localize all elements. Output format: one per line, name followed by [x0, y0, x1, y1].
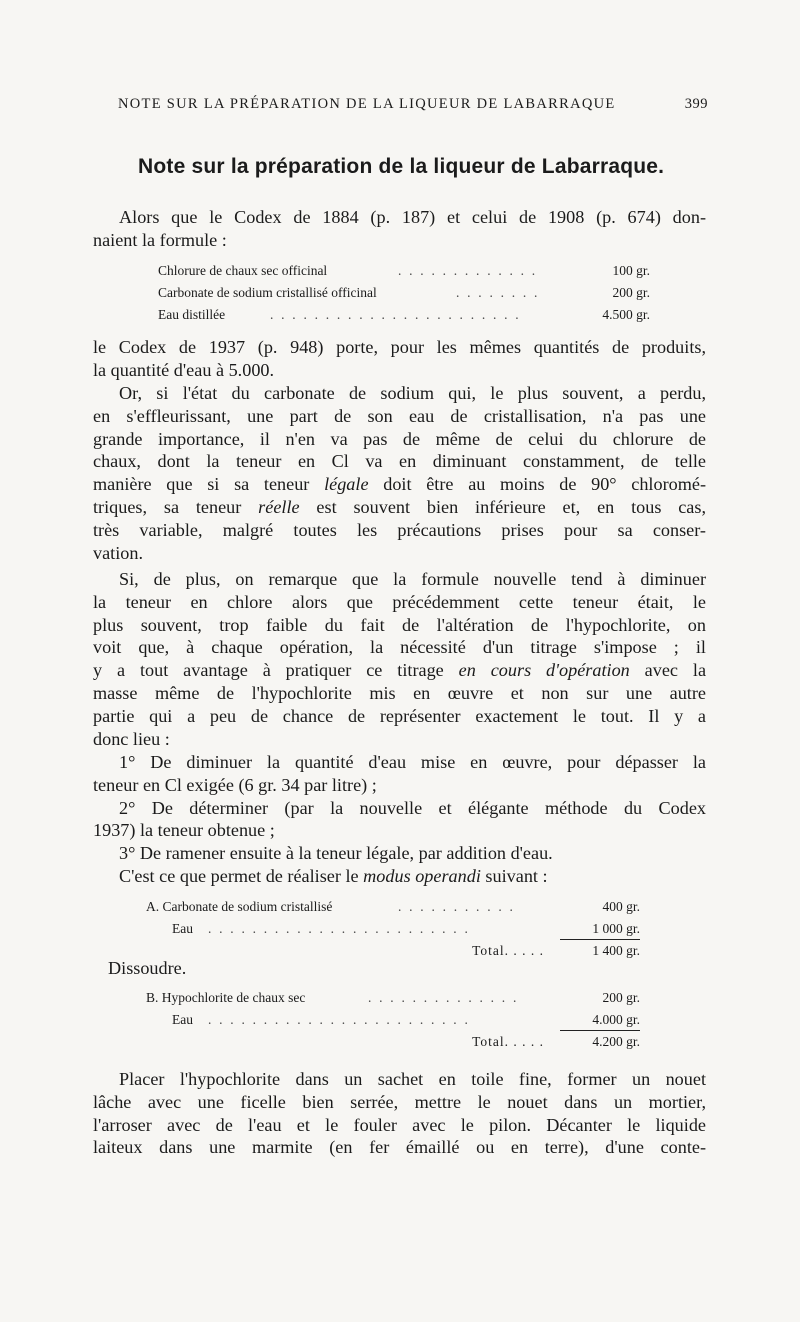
step-line: 1937) la teneur obtenue ;: [93, 820, 275, 841]
text-line: grande importance, il n'en va pas de même de celui du chlorure de: [93, 428, 706, 449]
ingredient-name: A. Carbonate de sodium cristallisé: [146, 899, 333, 914]
steps-list: [93, 751, 706, 888]
dissoudre-instruction: Dissoudre.: [108, 958, 187, 978]
total-label: Total. . . . .: [472, 1034, 544, 1049]
italic-term: modus operandi: [363, 865, 481, 886]
total-row: [146, 943, 640, 965]
text-line: naient la formule :: [93, 229, 227, 250]
text-line: le Codex de 1937 (p. 948) porte, pour les mêmes quantités de produits,: [93, 337, 706, 357]
text-line: [93, 473, 706, 496]
ingredient-qty: 1 000 gr.: [592, 921, 640, 936]
final-paragraph: [93, 1068, 706, 1159]
text-line: Placer l'hypochlorite dans un sachet en toile fine, former un nouet: [119, 1069, 706, 1089]
text-line: donc lieu :: [93, 728, 170, 749]
leader-dots: . . . . . . . .: [456, 285, 540, 300]
text-line: lâche avec une ficelle bien serrée, mettre le nouet dans un mortier,: [93, 1091, 706, 1112]
step-line: 1° De diminuer la quantité d'eau mise en œuvre, pour dépasser la: [119, 752, 706, 772]
formula-row: [158, 307, 650, 329]
step-line: 2° De déterminer (par la nouvelle et élégante méthode du Codex: [119, 797, 706, 818]
formula-a-table: [146, 899, 640, 965]
formula-row: [158, 263, 650, 285]
leader-dots: . . . . . . . . . . . . . .: [368, 990, 519, 1005]
ingredient-qty: 200 gr.: [602, 990, 640, 1005]
text-line: [93, 659, 706, 682]
text-line: la teneur en chlore alors que précédemment cette teneur était, le: [93, 591, 706, 612]
ingredient-qty: 400 gr.: [602, 899, 640, 914]
formula-row: [146, 899, 640, 921]
or-paragraph: [93, 382, 706, 564]
ingredient-qty: 4.500 gr.: [602, 307, 650, 322]
text-line: voit que, à chaque opération, la nécessité d'un titrage s'impose ; il: [93, 637, 706, 658]
text-line: masse même de l'hypochlorite mis en œuvre et non sur une autre: [93, 682, 706, 703]
italic-term: en cours d'opération: [458, 660, 630, 681]
total-rule: [560, 939, 640, 940]
formula-b-table: [146, 990, 640, 1056]
text-run: avec la: [629, 660, 707, 681]
text-run: doit être au moins de 90° chloromé-: [368, 474, 706, 495]
text-run: est souvent bien inférieure et, en tous cas,: [299, 496, 707, 517]
leader-dots: . . . . . . . . . . . . . . . . . . . . . . . .: [208, 921, 471, 936]
text-run: suivant :: [480, 865, 548, 886]
text-line: Or, si l'état du carbonate de sodium qui, le plus souvent, a perdu,: [119, 383, 706, 403]
ingredient-qty: 100 gr.: [612, 263, 650, 278]
formula-row: [146, 990, 640, 1012]
ingredient-name: B. Hypochlorite de chaux sec: [146, 990, 306, 1005]
ingredient-name: Eau: [172, 921, 193, 936]
text-line: plus souvent, trop faible du fait de l'altération de l'hypochlorite, on: [93, 614, 706, 635]
leader-dots: . . . . . . . . . . . . . . . . . . . . . . . .: [208, 1012, 471, 1027]
text-line: [93, 865, 706, 888]
old-formula-table: [158, 263, 650, 329]
text-line: très variable, malgré toutes les précautions prises pour sa conser-: [93, 519, 706, 540]
leader-dots: . . . . . . . . . . . . .: [398, 263, 538, 278]
italic-term: légale: [324, 474, 369, 495]
ingredient-qty: 4.000 gr.: [592, 1012, 640, 1027]
formula-row: [158, 285, 650, 307]
ingredient-name: Carbonate de sodium cristallisé officinal: [158, 285, 377, 300]
text-line: Alors que le Codex de 1884 (p. 187) et celui de 1908 (p. 674) don-: [119, 207, 706, 227]
ingredient-name: Chlorure de chaux sec officinal: [158, 263, 328, 278]
text-line: l'arroser avec de l'eau et le fouler avec le pilon. Décanter le liquide: [93, 1114, 706, 1135]
intro-paragraph: [93, 206, 706, 252]
text-line: partie qui a peu de chance de représenter exactement le tout. Il y a: [93, 705, 706, 726]
italic-term: réelle: [258, 496, 300, 517]
text-line: laiteux dans une marmite (en fer émaillé ou en terre), d'une conte-: [93, 1137, 706, 1158]
text-line: en s'effleurissant, une part de son eau de cristallisation, n'a pas une: [93, 405, 706, 426]
ingredient-name: Eau: [172, 1012, 193, 1027]
article-title: Note sur la préparation de la liqueur de Labarraque.: [138, 155, 665, 178]
ingredient-name: Eau distillée: [158, 307, 226, 322]
total-qty: 4.200 gr.: [592, 1034, 640, 1049]
si-paragraph: [93, 568, 706, 750]
step-line: 3° De ramener ensuite à la teneur légale, par addition d'eau.: [119, 843, 553, 864]
text-line: chaux, dont la teneur en Cl va en diminuant constamment, de telle: [93, 451, 706, 472]
text-line: la quantité d'eau à 5.000.: [93, 359, 275, 380]
running-header: [118, 96, 708, 113]
text-run: y a tout avantage à pratiquer ce titrage: [93, 660, 459, 681]
text-run: manière que si sa teneur: [93, 474, 325, 495]
total-label: Total. . . . .: [472, 943, 544, 958]
text-line: vation.: [93, 542, 144, 563]
running-title: NOTE SUR LA PRÉPARATION DE LA LIQUEUR DE LABARRAQUE: [118, 96, 616, 112]
codex-1937-paragraph: [93, 336, 706, 382]
text-line: Si, de plus, on remarque que la formule nouvelle tend à diminuer: [119, 569, 706, 589]
text-run: triques, sa teneur: [93, 496, 259, 517]
total-rule: [560, 1030, 640, 1031]
leader-dots: . . . . . . . . . . .: [398, 899, 516, 914]
total-row: [146, 1034, 640, 1056]
ingredient-qty: 200 gr.: [612, 285, 650, 300]
total-qty: 1 400 gr.: [592, 943, 640, 958]
page-number: 399: [684, 96, 708, 112]
leader-dots: . . . . . . . . . . . . . . . . . . . . . . .: [270, 307, 521, 322]
text-run: C'est ce que permet de réaliser le: [119, 865, 364, 886]
text-line: [93, 496, 706, 519]
step-line: teneur en Cl exigée (6 gr. 34 par litre) ;: [93, 774, 377, 795]
